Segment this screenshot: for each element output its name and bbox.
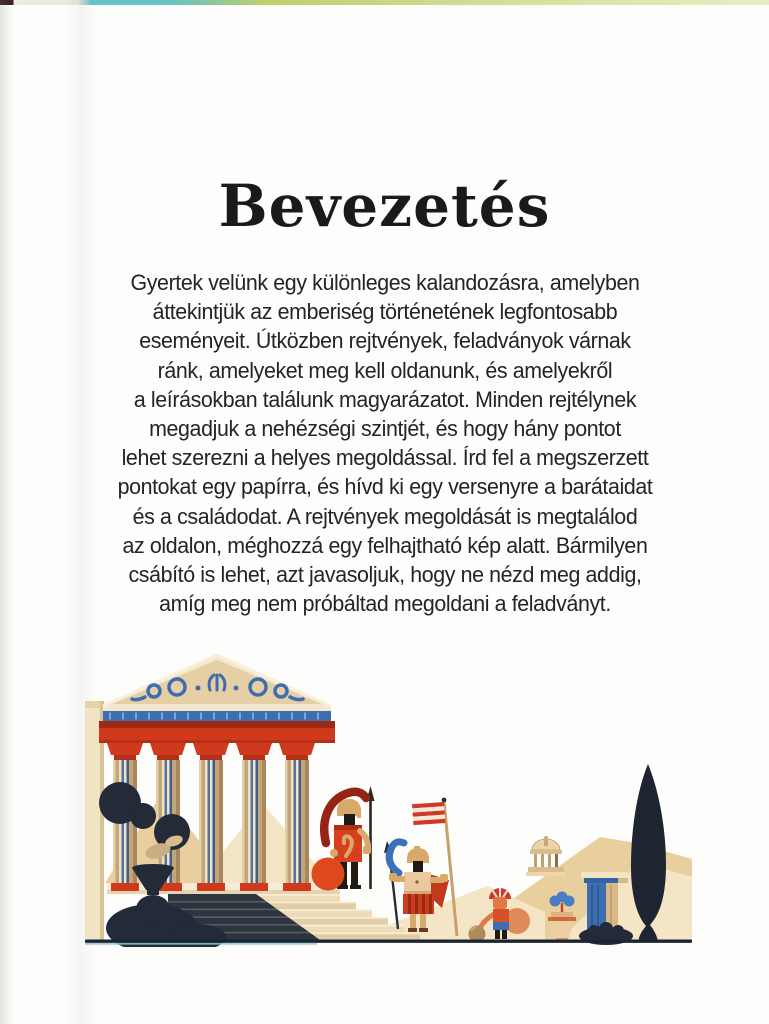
head xyxy=(413,861,423,872)
helmet-plume xyxy=(389,842,404,873)
intro-line: eseményeit. Útközben rejtvények, feladványok várnak xyxy=(138,328,631,354)
scan-edge-top xyxy=(0,0,769,5)
intro-line: az oldalon, méghozzá egy felhajtható kép alatt. Bármilyen xyxy=(122,532,647,558)
soldier-spearman xyxy=(312,786,375,891)
temple-illustration xyxy=(0,645,769,947)
intro-line: Gyertek velünk egy különleges kalandozásra, amelyben xyxy=(130,270,639,295)
temple-frieze xyxy=(103,711,331,721)
temple-architrave xyxy=(99,721,335,743)
intro-paragraph xyxy=(81,268,689,618)
intro-line: lehet szerezni a helyes megoldással. Írd fel a megszerzett xyxy=(121,445,648,471)
intro-line: pontokat egy papírra, és hívd ki egy versenyre a barátaidat xyxy=(117,474,652,500)
round-shield xyxy=(312,858,345,891)
ground-line xyxy=(85,940,692,943)
helmet xyxy=(407,848,429,863)
head xyxy=(344,814,355,826)
page-title: Bevezetés xyxy=(218,172,551,240)
intro-line: amíg meg nem próbáltad megoldani a feladványt. xyxy=(158,591,611,617)
temple-pediment xyxy=(103,655,331,711)
intro-line: áttekintjük az emberiség történetének legfontosabb xyxy=(152,299,617,325)
intro-line: csábító is lehet, azt javasoljuk, hogy ne nézd meg addig, xyxy=(127,562,642,588)
tholos-monument xyxy=(526,836,566,876)
intro-line: a leírásokban találunk magyarázatot. Minden rejtélynek xyxy=(133,386,636,412)
intro-line: megadjuk a nehézségi szintjét, és hogy hány pontot xyxy=(148,416,621,442)
intro-line: és a családodat. A rejtvények megoldását is megtalálod xyxy=(132,503,637,529)
intro-line: ránk, amelyeket meg kell oldanunk, és amelyekről xyxy=(157,357,612,383)
head xyxy=(493,897,507,909)
